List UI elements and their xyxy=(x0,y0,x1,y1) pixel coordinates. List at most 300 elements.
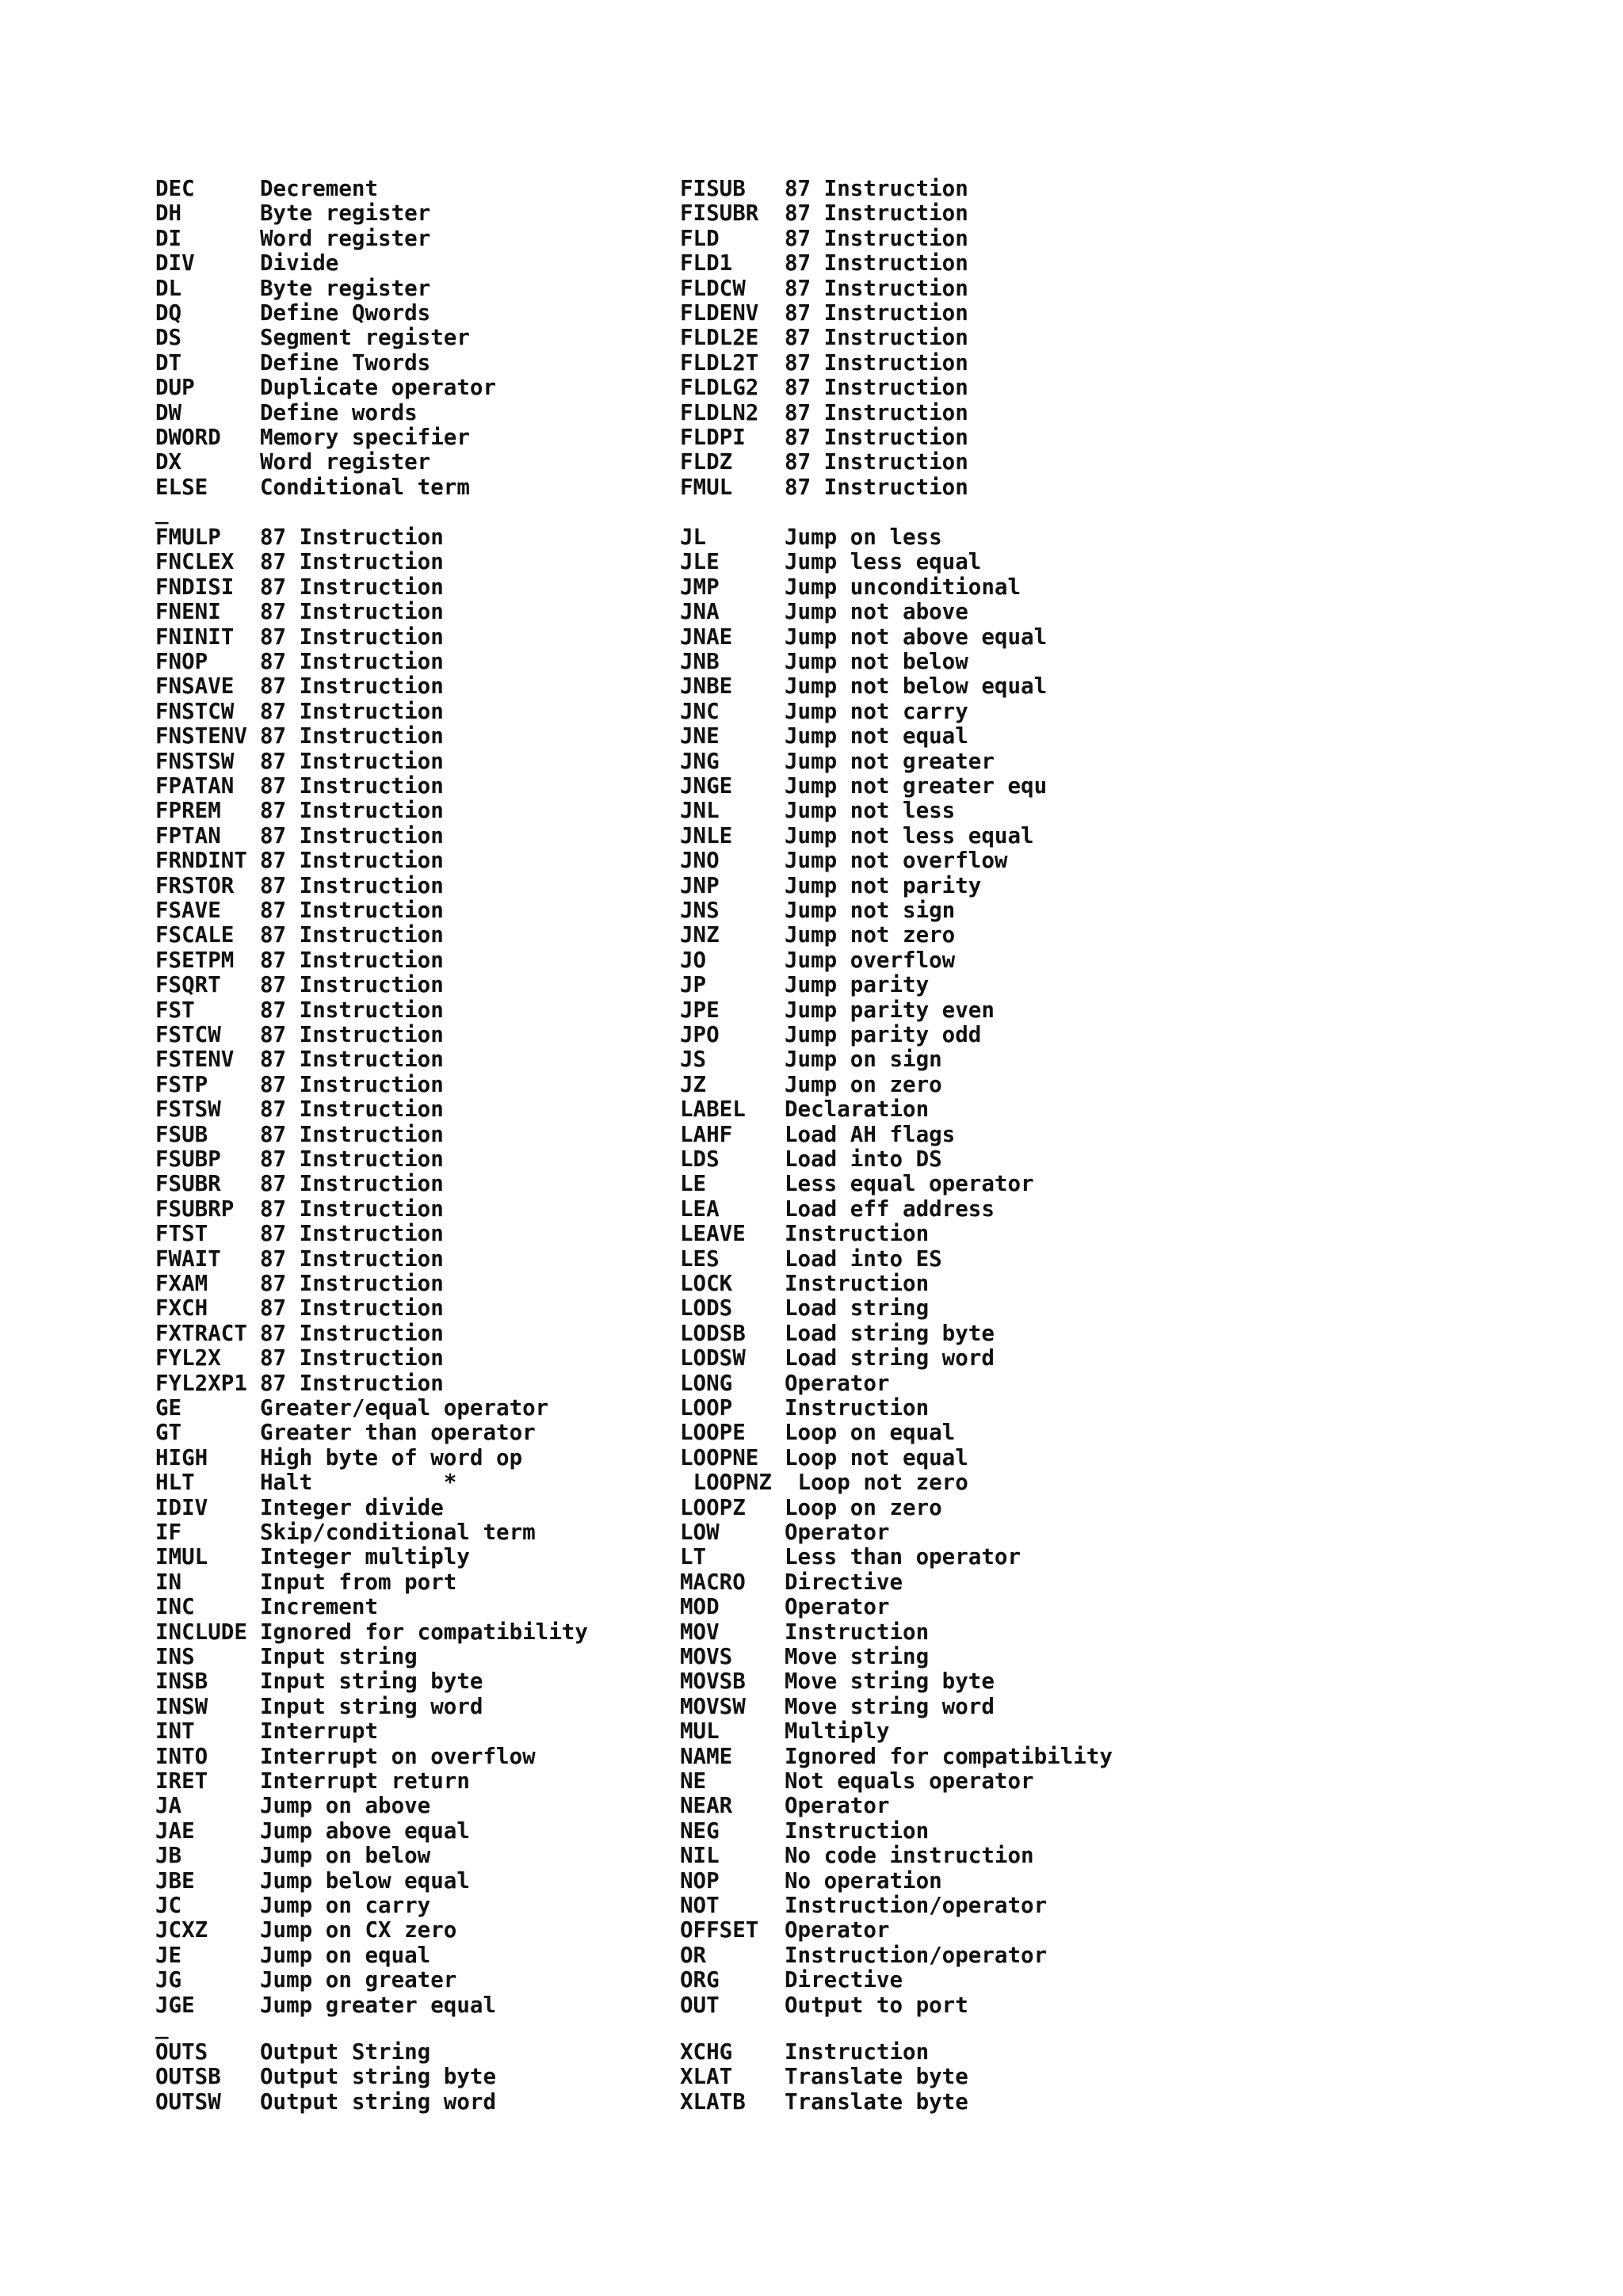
right-keyword: JO xyxy=(680,947,707,973)
right-keyword: JNP xyxy=(680,872,720,898)
right-description: Jump not greater equ xyxy=(785,773,1048,799)
left-keyword: IRET xyxy=(155,1768,208,1794)
table-row xyxy=(0,1745,1623,1769)
right-keyword: JNLE xyxy=(680,822,733,849)
left-description: 87 Instruction xyxy=(260,848,444,874)
right-keyword: JNE xyxy=(680,723,720,749)
right-description: Less equal operator xyxy=(785,1171,1034,1197)
table-row xyxy=(0,650,1623,674)
right-description: 87 Instruction xyxy=(785,375,968,401)
right-description: Jump unconditional xyxy=(785,574,1022,600)
right-keyword: JPE xyxy=(680,997,720,1023)
left-description: 87 Instruction xyxy=(260,872,444,898)
left-keyword: DI xyxy=(155,225,182,251)
right-description: Operator xyxy=(785,1594,890,1620)
right-keyword: LOW xyxy=(680,1520,720,1545)
right-keyword: FLD1 xyxy=(680,250,733,277)
left-keyword: OUTSB xyxy=(155,2064,221,2090)
left-description: Interrupt on overflow xyxy=(260,1743,536,1769)
table-row xyxy=(0,1073,1623,1097)
right-keyword: JNA xyxy=(680,599,720,625)
left-description: Output String xyxy=(260,2039,431,2065)
table-row xyxy=(0,550,1623,574)
left-description: Byte register xyxy=(260,275,431,301)
left-keyword: FNSTSW xyxy=(155,748,235,774)
right-keyword: JP xyxy=(680,972,707,998)
right-description: Jump not overflow xyxy=(785,848,1008,874)
left-keyword: INT xyxy=(155,1718,195,1745)
right-description: Less than operator xyxy=(785,1544,1022,1570)
right-keyword: JNBE xyxy=(680,673,733,700)
left-description: 87 Instruction xyxy=(260,822,444,849)
right-keyword: LABEL xyxy=(680,1097,746,1123)
table-row xyxy=(0,1322,1623,1346)
right-keyword: FLDLN2 xyxy=(680,399,759,425)
right-description: Jump not greater xyxy=(785,748,995,774)
left-description: 87 Instruction xyxy=(260,1320,444,1346)
table-row xyxy=(0,1595,1623,1619)
right-keyword: JNL xyxy=(680,798,720,824)
right-description: Jump not below equal xyxy=(785,673,1048,700)
left-description: 87 Instruction xyxy=(260,947,444,973)
left-description: 87 Instruction xyxy=(260,798,444,824)
left-keyword: DIV xyxy=(155,250,195,277)
left-keyword: FWAIT xyxy=(155,1245,221,1272)
right-keyword: FLDL2T xyxy=(680,349,759,376)
right-keyword: ORG xyxy=(680,1967,720,1993)
right-description: Instruction/operator xyxy=(785,1942,1048,1968)
right-description: Operator xyxy=(785,1520,890,1545)
left-keyword: DX xyxy=(155,449,182,475)
left-description: Decrement xyxy=(260,176,379,201)
left-keyword: FSAVE xyxy=(155,898,221,923)
right-description: 87 Instruction xyxy=(785,349,968,376)
right-keyword: MOVSW xyxy=(680,1693,746,1719)
right-keyword: NEAR xyxy=(680,1793,733,1819)
table-row xyxy=(0,1047,1623,1072)
left-description: 87 Instruction xyxy=(260,748,444,774)
left-description: Integer divide xyxy=(260,1494,444,1520)
right-keyword: FLDZ xyxy=(680,449,733,475)
table-row xyxy=(0,1918,1623,1943)
table-row xyxy=(0,799,1623,823)
left-description: Input string xyxy=(260,1644,418,1669)
left-description: Interrupt xyxy=(260,1718,379,1745)
right-keyword: MOV xyxy=(680,1619,720,1645)
left-keyword: DEC xyxy=(155,176,195,201)
table-row xyxy=(0,1968,1623,1993)
table-row xyxy=(0,1272,1623,1296)
left-keyword: FNINIT xyxy=(155,624,235,650)
right-description: 87 Instruction xyxy=(785,325,968,351)
left-keyword: INTO xyxy=(155,1743,208,1769)
table-row xyxy=(0,898,1623,923)
left-description: Define Twords xyxy=(260,349,431,376)
right-keyword: JNGE xyxy=(680,773,733,799)
left-keyword: FTST xyxy=(155,1221,208,1247)
right-keyword: LOOPNZ xyxy=(680,1470,772,1496)
left-description: 87 Instruction xyxy=(260,1245,444,1272)
right-description: Jump overflow xyxy=(785,947,956,973)
table-row xyxy=(0,998,1623,1023)
left-description: Skip/conditional term xyxy=(260,1520,536,1545)
right-keyword: FLDLG2 xyxy=(680,375,759,401)
left-keyword: JB xyxy=(155,1843,182,1869)
left-description: Jump below equal xyxy=(260,1867,470,1894)
right-description: Jump not parity xyxy=(785,872,982,898)
left-description: Define Qwords xyxy=(260,300,431,326)
left-keyword: FXAM xyxy=(155,1271,208,1296)
table-row xyxy=(0,376,1623,400)
left-description: Jump on equal xyxy=(260,1942,431,1968)
right-keyword: MOD xyxy=(680,1594,720,1620)
table-row xyxy=(0,1496,1623,1520)
left-keyword: DUP xyxy=(155,375,195,401)
left-keyword: JBE xyxy=(155,1867,195,1894)
right-description: Load into ES xyxy=(785,1245,942,1272)
right-keyword: FMUL xyxy=(680,474,733,500)
left-description: 87 Instruction xyxy=(260,773,444,799)
left-keyword: JG xyxy=(155,1967,182,1993)
left-keyword: DW xyxy=(155,399,182,425)
left-keyword: FSUBRP xyxy=(155,1196,235,1222)
left-keyword: FXCH xyxy=(155,1295,208,1322)
table-row xyxy=(0,1943,1623,1968)
right-keyword: JNZ xyxy=(680,922,720,948)
right-keyword: JNG xyxy=(680,748,720,774)
table-row xyxy=(0,1222,1623,1246)
left-keyword: JCXZ xyxy=(155,1917,208,1943)
left-description: 87 Instruction xyxy=(260,1146,444,1172)
right-description: 87 Instruction xyxy=(785,275,968,301)
right-keyword: JNB xyxy=(680,649,720,674)
left-keyword: DS xyxy=(155,325,182,351)
right-description: Move string word xyxy=(785,1693,995,1719)
left-keyword: INC xyxy=(155,1594,195,1620)
left-keyword: JC xyxy=(155,1893,182,1918)
table-row xyxy=(0,1147,1623,1172)
table-row xyxy=(0,301,1623,326)
table-row xyxy=(0,575,1623,600)
table-row xyxy=(0,625,1623,650)
left-keyword: FSETPM xyxy=(155,947,235,973)
left-keyword: FSUB xyxy=(155,1121,208,1147)
right-description: No operation xyxy=(785,1867,942,1894)
right-keyword: LODS xyxy=(680,1295,733,1322)
right-keyword: LEAVE xyxy=(680,1221,746,1247)
table-row xyxy=(0,1669,1623,1694)
table-row xyxy=(0,1396,1623,1421)
left-description: Jump on above xyxy=(260,1793,431,1819)
right-keyword: MOVS xyxy=(680,1644,733,1669)
left-description: Byte register xyxy=(260,200,431,227)
table-row xyxy=(0,824,1623,849)
left-description: Memory specifier xyxy=(260,425,470,450)
right-description: Move string byte xyxy=(785,1669,995,1695)
table-row xyxy=(0,874,1623,898)
right-keyword: OUT xyxy=(680,1992,720,2018)
left-keyword: JGE xyxy=(155,1992,195,2018)
right-keyword: LAHF xyxy=(680,1121,733,1147)
left-keyword: FNSTENV xyxy=(155,723,247,749)
left-description: 87 Instruction xyxy=(260,1271,444,1296)
table-row xyxy=(0,1570,1623,1595)
right-description: Instruction xyxy=(785,1221,930,1247)
right-description: Translate byte xyxy=(785,2064,968,2090)
left-keyword: FRNDINT xyxy=(155,848,247,874)
left-keyword: FPATAN xyxy=(155,773,235,799)
left-description: 87 Instruction xyxy=(260,698,444,724)
left-description: 87 Instruction xyxy=(260,1221,444,1247)
left-keyword: FSUBR xyxy=(155,1171,221,1197)
right-description: Jump parity odd xyxy=(785,1022,982,1047)
table-row xyxy=(0,1520,1623,1545)
table-row xyxy=(0,227,1623,251)
right-description: Load AH flags xyxy=(785,1121,956,1147)
right-keyword: OFFSET xyxy=(680,1917,759,1943)
left-keyword: FNCLEX xyxy=(155,549,235,575)
table-row xyxy=(0,201,1623,226)
section-separator: _ xyxy=(155,2014,169,2039)
left-keyword: IN xyxy=(155,1569,182,1595)
left-keyword: IDIV xyxy=(155,1494,208,1520)
right-keyword: NOP xyxy=(680,1867,720,1894)
table-row xyxy=(0,1545,1623,1569)
left-description: 87 Instruction xyxy=(260,549,444,575)
right-keyword: NEG xyxy=(680,1817,720,1844)
left-description: 87 Instruction xyxy=(260,673,444,700)
table-row xyxy=(0,525,1623,550)
right-description: Instruction xyxy=(785,1817,930,1844)
right-description: Jump not zero xyxy=(785,922,956,948)
left-description: Input from port xyxy=(260,1569,457,1595)
right-description: Output to port xyxy=(785,1992,968,2018)
table-row xyxy=(0,1794,1623,1818)
right-keyword: NIL xyxy=(680,1843,720,1869)
left-keyword: JAE xyxy=(155,1817,195,1844)
right-description: Jump on zero xyxy=(785,1071,942,1097)
left-keyword: INS xyxy=(155,1644,195,1669)
left-keyword: FSTSW xyxy=(155,1097,221,1123)
right-description: Jump on less xyxy=(785,524,942,550)
right-keyword: LES xyxy=(680,1245,720,1272)
left-description: Greater than operator xyxy=(260,1420,536,1446)
left-keyword: FPTAN xyxy=(155,822,221,849)
right-keyword: FISUBR xyxy=(680,200,759,227)
left-description: 87 Instruction xyxy=(260,1370,444,1396)
left-keyword: INSB xyxy=(155,1669,208,1695)
left-keyword: JE xyxy=(155,1942,182,1968)
left-keyword: OUTS xyxy=(155,2039,208,2065)
right-description: Instruction/operator xyxy=(785,1893,1048,1918)
right-description: Instruction xyxy=(785,2039,930,2065)
right-description: Load string byte xyxy=(785,1320,995,1346)
right-keyword: OR xyxy=(680,1942,707,1968)
right-keyword: LOOPE xyxy=(680,1420,746,1446)
left-description: Jump on CX zero xyxy=(260,1917,457,1943)
left-keyword: INSW xyxy=(155,1693,208,1719)
right-description: 87 Instruction xyxy=(785,176,968,201)
right-description: 87 Instruction xyxy=(785,425,968,450)
table-row xyxy=(0,600,1623,624)
left-description: 87 Instruction xyxy=(260,649,444,674)
right-keyword: NE xyxy=(680,1768,707,1794)
table-row xyxy=(0,475,1623,500)
table-row xyxy=(0,749,1623,774)
table-row xyxy=(0,450,1623,475)
right-description: 87 Instruction xyxy=(785,300,968,326)
left-description: Halt * xyxy=(260,1470,457,1496)
table-row xyxy=(0,1869,1623,1894)
table-row xyxy=(0,2065,1623,2089)
right-keyword: LEA xyxy=(680,1196,720,1222)
right-description: Jump not below xyxy=(785,649,968,674)
right-keyword: JPO xyxy=(680,1022,720,1047)
right-keyword: FLDENV xyxy=(680,300,759,326)
right-keyword: LOCK xyxy=(680,1271,733,1296)
right-description: 87 Instruction xyxy=(785,225,968,251)
right-description: 87 Instruction xyxy=(785,250,968,277)
left-description: Output string byte xyxy=(260,2064,497,2090)
left-description: Input string byte xyxy=(260,1669,483,1695)
right-description: Translate byte xyxy=(785,2088,968,2115)
right-description: Jump parity xyxy=(785,972,930,998)
left-description: 87 Instruction xyxy=(260,624,444,650)
right-keyword: JZ xyxy=(680,1071,707,1097)
right-description: Multiply xyxy=(785,1718,890,1745)
right-keyword: LDS xyxy=(680,1146,720,1172)
right-keyword: LOOPNE xyxy=(680,1444,759,1470)
right-description: Jump not sign xyxy=(785,898,956,923)
left-description: 87 Instruction xyxy=(260,997,444,1023)
right-description: Loop on zero xyxy=(785,1494,942,1520)
right-keyword: LODSW xyxy=(680,1345,746,1371)
left-description: 87 Instruction xyxy=(260,1295,444,1322)
table-row xyxy=(0,1993,1623,2018)
right-description: Jump not above equal xyxy=(785,624,1048,650)
table-row xyxy=(0,1844,1623,1868)
table-row xyxy=(0,1620,1623,1645)
left-description: 87 Instruction xyxy=(260,1345,444,1371)
table-row xyxy=(0,1296,1623,1321)
right-description: Load string xyxy=(785,1295,930,1322)
left-description: 87 Instruction xyxy=(260,1022,444,1047)
left-keyword: GE xyxy=(155,1395,182,1421)
right-keyword: MOVSB xyxy=(680,1669,746,1695)
right-description: No code instruction xyxy=(785,1843,1034,1869)
table-row xyxy=(0,1197,1623,1222)
right-description: Jump not carry xyxy=(785,698,968,724)
table-row xyxy=(0,1769,1623,1794)
left-description: Increment xyxy=(260,1594,379,1620)
left-description: High byte of word op xyxy=(260,1444,523,1470)
left-description: Word register xyxy=(260,449,431,475)
right-description: Jump not above xyxy=(785,599,968,625)
left-description: Word register xyxy=(260,225,431,251)
left-keyword: FSQRT xyxy=(155,972,221,998)
left-description: Jump on below xyxy=(260,1843,431,1869)
left-keyword: DQ xyxy=(155,300,182,326)
left-keyword: IMUL xyxy=(155,1544,208,1570)
right-description: Operator xyxy=(785,1917,890,1943)
left-description: Jump greater equal xyxy=(260,1992,497,2018)
left-keyword: DH xyxy=(155,200,182,227)
table-row xyxy=(0,1719,1623,1744)
left-keyword: DWORD xyxy=(155,425,221,450)
right-keyword: JNO xyxy=(680,848,720,874)
left-description: Jump above equal xyxy=(260,1817,470,1844)
right-keyword: JS xyxy=(680,1047,707,1073)
right-keyword: JNC xyxy=(680,698,720,724)
right-keyword: NAME xyxy=(680,1743,733,1769)
left-description: 87 Instruction xyxy=(260,898,444,923)
left-description: 87 Instruction xyxy=(260,1071,444,1097)
right-keyword: MUL xyxy=(680,1718,720,1745)
left-description: Output string word xyxy=(260,2088,497,2115)
left-keyword: FNSAVE xyxy=(155,673,235,700)
left-keyword: FST xyxy=(155,997,195,1023)
left-description: 87 Instruction xyxy=(260,574,444,600)
table-row xyxy=(0,1894,1623,1918)
right-description: Operator xyxy=(785,1370,890,1396)
left-description: Integer multiply xyxy=(260,1544,470,1570)
table-row xyxy=(0,326,1623,350)
right-keyword: FLDCW xyxy=(680,275,746,301)
left-description: 87 Instruction xyxy=(260,1121,444,1147)
left-keyword: FSTENV xyxy=(155,1047,235,1073)
right-keyword: LODSB xyxy=(680,1320,746,1346)
table-row xyxy=(0,1695,1623,1719)
left-description: Define words xyxy=(260,399,418,425)
right-keyword: FLDPI xyxy=(680,425,746,450)
right-keyword: JNAE xyxy=(680,624,733,650)
left-description: Interrupt return xyxy=(260,1768,470,1794)
right-keyword: XCHG xyxy=(680,2039,733,2065)
right-keyword: FISUB xyxy=(680,176,746,201)
table-row xyxy=(0,401,1623,425)
left-description: Conditional term xyxy=(260,474,470,500)
right-description: Instruction xyxy=(785,1271,930,1296)
left-keyword: FYL2X xyxy=(155,1345,221,1371)
table-row xyxy=(0,1470,1623,1495)
right-description: 87 Instruction xyxy=(785,449,968,475)
left-description: 87 Instruction xyxy=(260,723,444,749)
right-keyword: XLATB xyxy=(680,2088,746,2115)
left-description: 87 Instruction xyxy=(260,1196,444,1222)
left-keyword: DT xyxy=(155,349,182,376)
left-description: Segment register xyxy=(260,325,470,351)
table-row xyxy=(0,1346,1623,1371)
table-row xyxy=(0,973,1623,997)
left-keyword: OUTSW xyxy=(155,2088,221,2115)
left-description: 87 Instruction xyxy=(260,599,444,625)
table-row xyxy=(0,1123,1623,1147)
right-description: 87 Instruction xyxy=(785,399,968,425)
left-keyword: DL xyxy=(155,275,182,301)
table-row xyxy=(0,700,1623,724)
right-description: Declaration xyxy=(785,1097,930,1123)
left-keyword: HIGH xyxy=(155,1444,208,1470)
section-separator: _ xyxy=(155,499,169,524)
left-keyword: INCLUDE xyxy=(155,1619,247,1645)
table-row xyxy=(0,774,1623,799)
left-keyword: GT xyxy=(155,1420,182,1446)
right-description: Loop on equal xyxy=(785,1420,956,1446)
right-description: Load into DS xyxy=(785,1146,942,1172)
left-description: Input string word xyxy=(260,1693,483,1719)
table-row xyxy=(0,277,1623,301)
table-row xyxy=(0,1247,1623,1272)
